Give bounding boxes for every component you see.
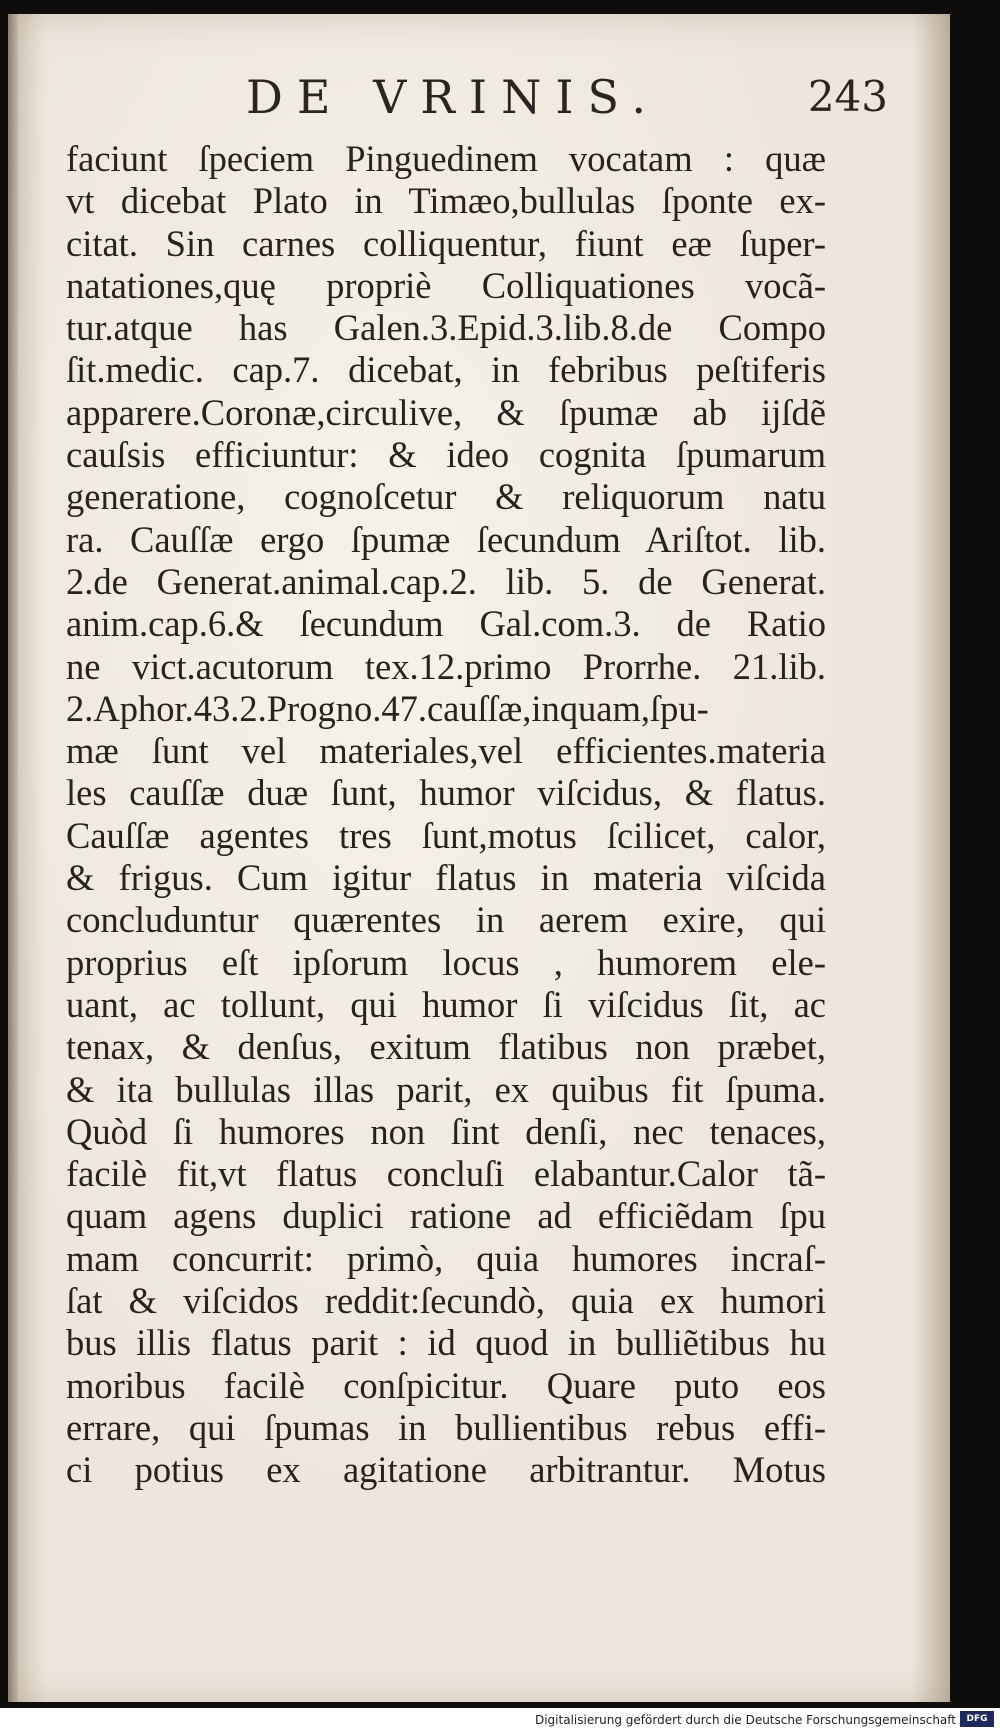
text-line: faciunt ſpeciem Pinguedinem vocatam : quæ — [66, 138, 826, 179]
text-line: mæ ſunt vel materiales,vel efficientes.materia — [66, 730, 826, 772]
text-line: concluduntur quærentes in aerem exire, qui — [66, 899, 826, 941]
text-line: ra. Cauſſæ ergo ſpumæ ſecundum Ariſtot. lib. — [66, 518, 826, 560]
text-line: ſit.medic. cap.7. dicebat, in febribus peſtiferis — [66, 349, 826, 391]
text-line: uant, ac tollunt, qui humor ſi viſcidus ſit, ac — [66, 983, 826, 1025]
digitization-footer — [0, 1708, 1000, 1730]
text-line: Cauſſæ agentes tres ſunt,motus ſcilicet, calor, — [66, 814, 826, 856]
text-line: tenax, & denſus, exitum flatibus non præbet, — [66, 1026, 826, 1068]
page-number: 243 — [807, 72, 888, 121]
text-line: facilè fit,vt flatus concluſi elabantur.Calor tã- — [66, 1153, 826, 1195]
text-line: bus illis flatus parit : id quod in bulliẽtibus hu — [66, 1322, 826, 1364]
running-head — [68, 70, 888, 130]
text-line: ne vict.acutorum tex.12.primo Prorrhe. 21.lib. — [66, 645, 826, 687]
text-line: errare, qui ſpumas in bullientibus rebus effi- — [66, 1406, 826, 1448]
text-line: tur.atque has Galen.3.Epid.3.lib.8.de Compo — [66, 307, 826, 349]
book-page — [8, 14, 950, 1702]
running-head-title: DE VRINIS. — [246, 70, 661, 124]
dfg-logo-icon: DFG — [960, 1711, 994, 1727]
text-line: cauſsis efficiuntur: & ideo cognita ſpumarum — [66, 434, 826, 476]
text-line: mam concurrit: primò, quia humores incraſ- — [66, 1237, 826, 1279]
text-line: vt dicebat Plato in Timæo,bullulas ſponte ex- — [66, 180, 826, 222]
text-line: citat. Sin carnes colliquentur, fiunt eæ ſuper- — [66, 222, 826, 264]
text-line: anim.cap.6.& ſecundum Gal.com.3. de Ratio — [66, 603, 826, 645]
text-line: generatione, cognoſcetur & reliquorum natu — [66, 476, 826, 518]
text-line: & frigus. Cum igitur flatus in materia viſcida — [66, 857, 826, 899]
text-line: les cauſſæ duæ ſunt, humor viſcidus, & flatus. — [66, 772, 826, 814]
text-line: & ita bullulas illas parit, ex quibus fit ſpuma. — [66, 1068, 826, 1110]
text-line: ci potius ex agitatione arbitrantur. Motus — [66, 1449, 826, 1491]
text-line: 2.de Generat.animal.cap.2. lib. 5. de Generat. — [66, 560, 826, 602]
text-line: 2.Aphor.43.2.Progno.47.cauſſæ,inquam,ſpu- — [66, 687, 709, 729]
text-line: Quòd ſi humores non ſint denſi, nec tenaces, — [66, 1110, 826, 1152]
body-text — [66, 138, 826, 1492]
text-line: natationes,quę propriè Colliquationes vocã- — [66, 264, 826, 306]
page-gutter-shadow — [8, 14, 18, 1702]
text-line: quam agens duplici ratione ad efficiẽdam ſpu — [66, 1195, 826, 1237]
text-line: proprius eſt ipſorum locus , humorem ele- — [66, 941, 826, 983]
funding-credit: Digitalisierung gefördert durch die Deutsche Forschungsgemeinschaft — [534, 1713, 956, 1727]
text-line: moribus facilè conſpicitur. Quare puto eos — [66, 1364, 826, 1406]
text-line: ſat & viſcidos reddit:ſecundò, quia ex humori — [66, 1280, 826, 1322]
text-line: apparere.Coronæ,circulive, & ſpumæ ab ijſdẽ — [66, 391, 826, 433]
